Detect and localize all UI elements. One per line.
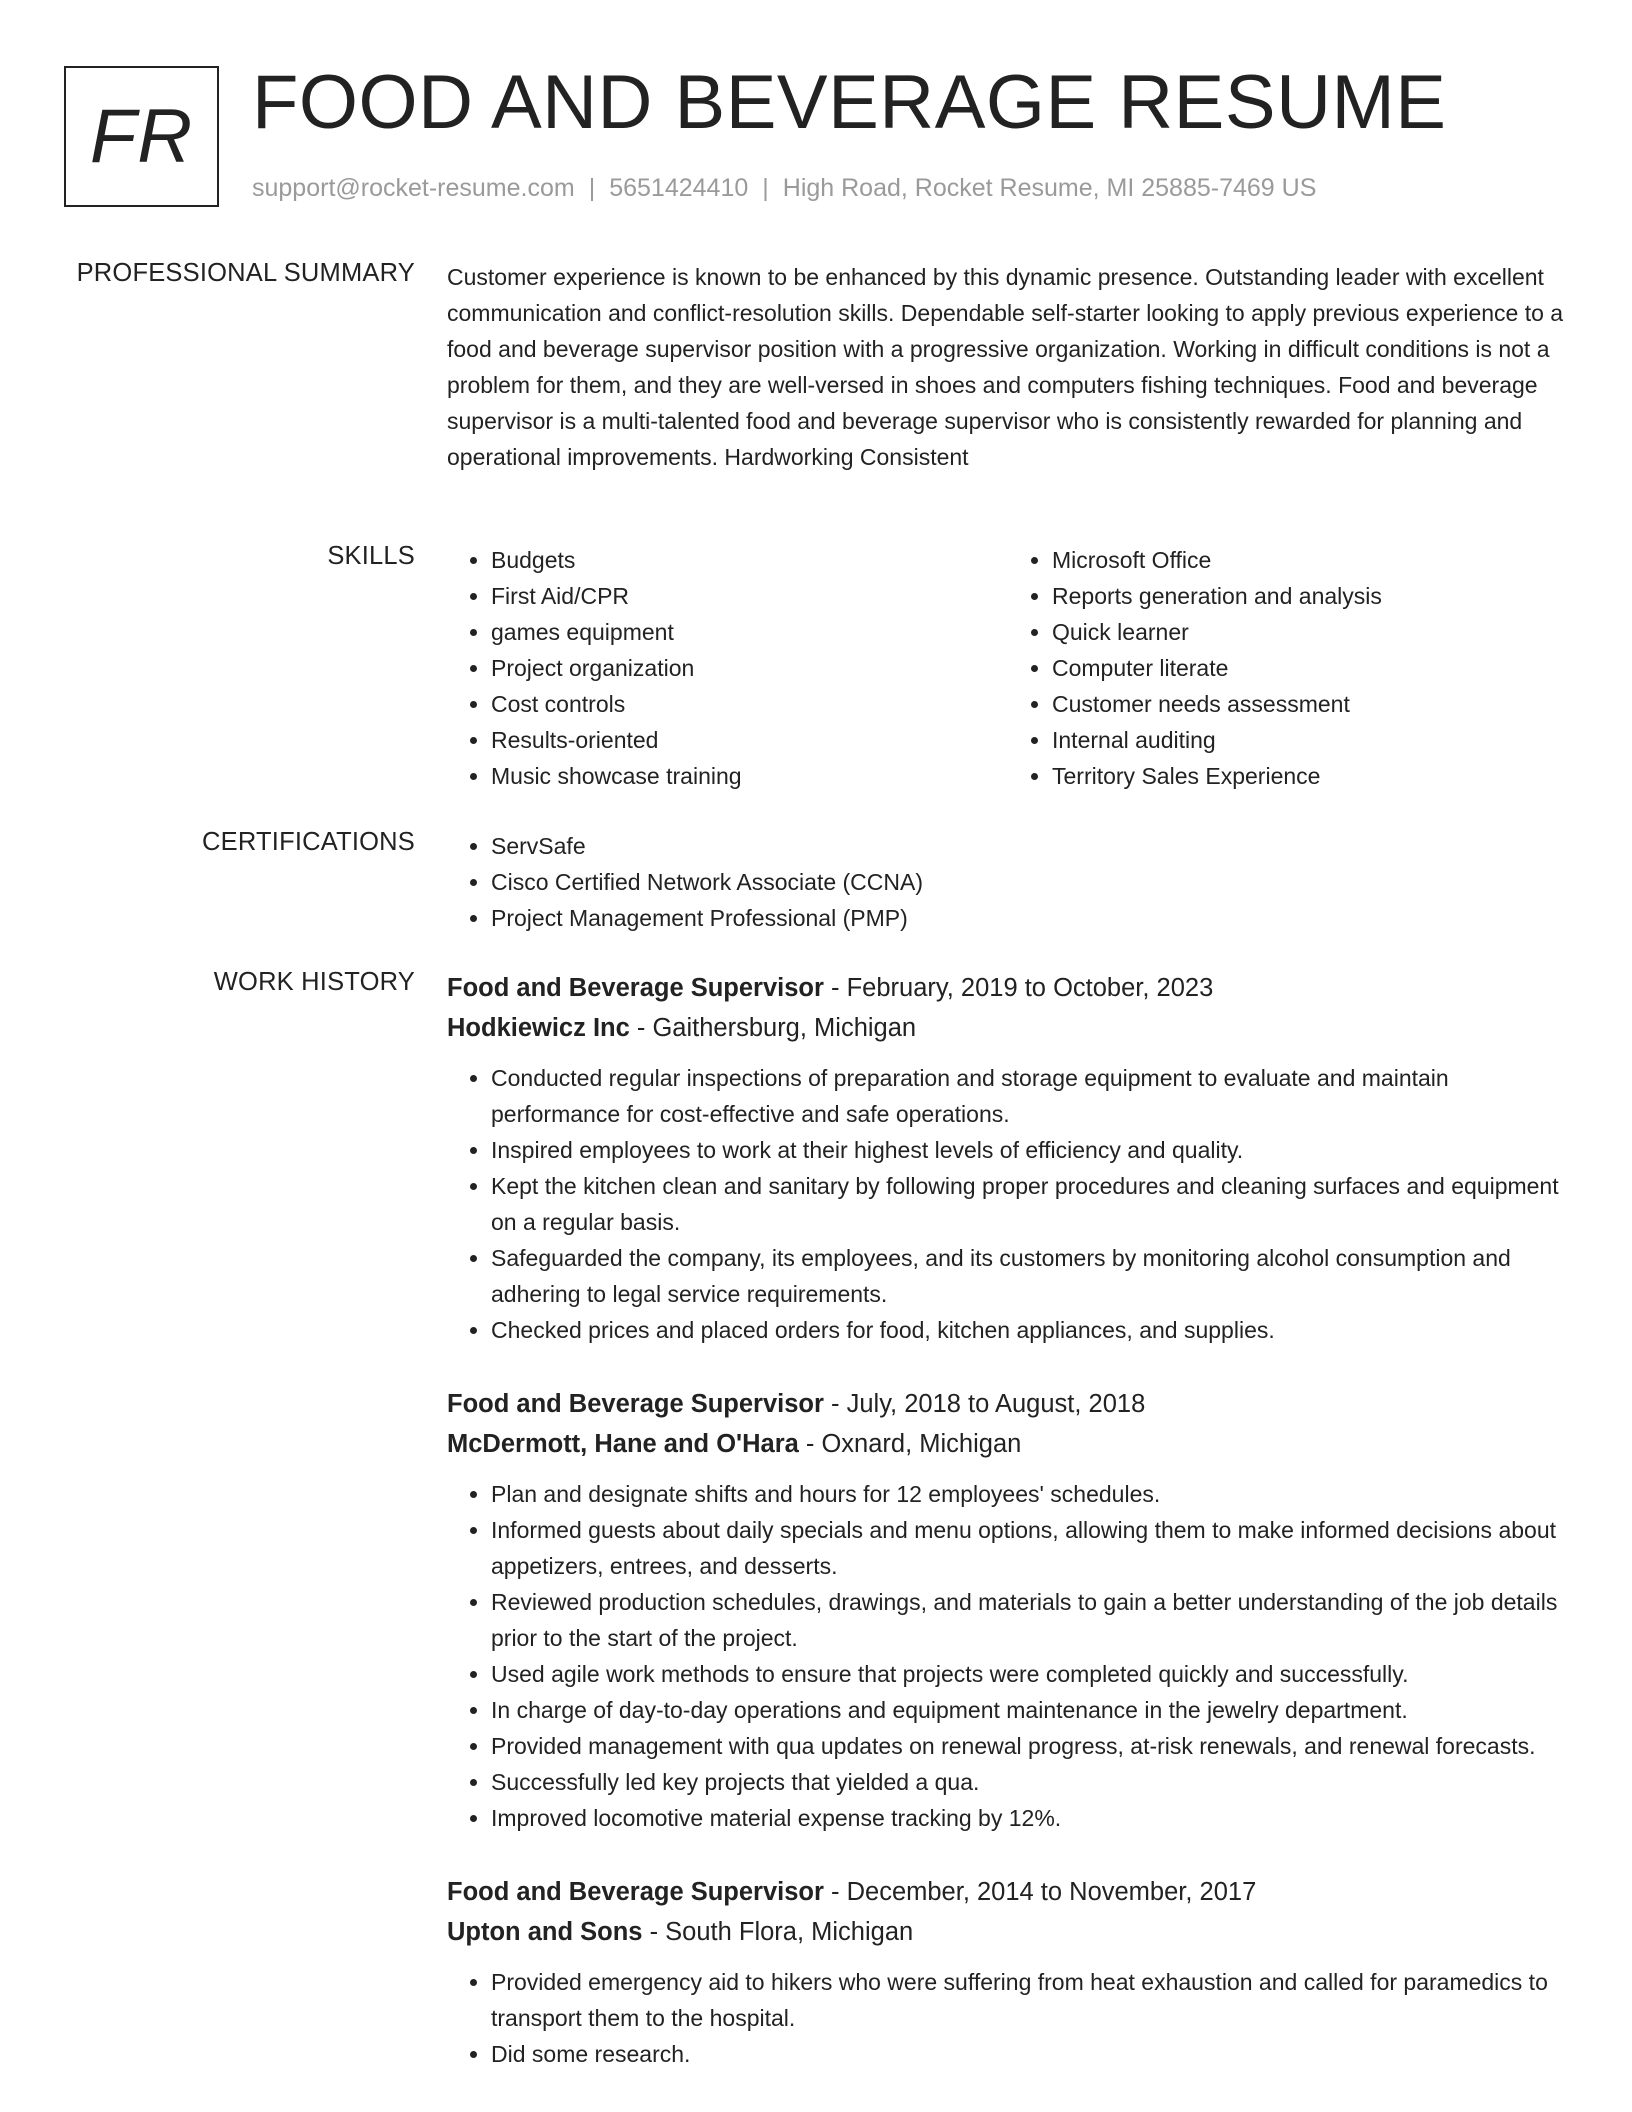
job-dates: - February, 2019 to October, 2023 <box>823 974 1214 1002</box>
certifications-label: CERTIFICATIONS <box>202 828 415 856</box>
job-duty: • Safeguarded the company, its employees, and its customers by monitoring alcohol consumption and adhering to legal service requirements. <box>491 1240 1569 1312</box>
job-entry <box>447 1872 1569 2072</box>
job-duty: • Provided emergency aid to hikers who were suffering from heat exhaustion and called for paramedics to transport them to the hospital. <box>491 1964 1569 2036</box>
job-location: - Gaithersburg, Michigan <box>629 1014 917 1042</box>
job-company: Upton and Sons <box>447 1918 643 1946</box>
job-duty: • Inspired employees to work at their highest levels of efficiency and quality. <box>491 1132 1569 1168</box>
job-duty: • Successfully led key projects that yielded a qua. <box>491 1764 1569 1800</box>
skills-list-left <box>447 542 1008 794</box>
skill-item: • Computer literate <box>1052 650 1569 686</box>
job-title: Food and Beverage Supervisor <box>447 1878 824 1906</box>
contact-email: support@rocket-resume.com <box>252 174 575 202</box>
job-duties-list <box>447 1060 1569 1348</box>
skill-item: • Results-oriented <box>491 722 1008 758</box>
job-title-line <box>447 968 1569 1008</box>
job-company-line <box>447 1424 1569 1464</box>
job-duties-list <box>447 1476 1569 1836</box>
skill-item: • Music showcase training <box>491 758 1008 794</box>
job-company-line <box>447 1912 1569 1952</box>
skill-item: • Internal auditing <box>1052 722 1569 758</box>
skill-item: • First Aid/CPR <box>491 578 1008 614</box>
job-duty: • Informed guests about daily specials and menu options, allowing them to make informed decisions about appetizers, entrees, and desserts. <box>491 1512 1569 1584</box>
skill-item: • Budgets <box>491 542 1008 578</box>
job-dates: - July, 2018 to August, 2018 <box>823 1390 1146 1418</box>
job-title: Food and Beverage Supervisor <box>447 974 824 1002</box>
job-entry <box>447 1384 1569 1836</box>
skills-list-right <box>1008 542 1569 794</box>
certification-item: • Cisco Certified Network Associate (CCNA) <box>491 864 1569 900</box>
job-duty: • Kept the kitchen clean and sanitary by following proper procedures and cleaning surfaces and equipment on a regular basis. <box>491 1168 1569 1240</box>
job-title: Food and Beverage Supervisor <box>447 1390 824 1418</box>
skill-item: • games equipment <box>491 614 1008 650</box>
skill-item: • Project organization <box>491 650 1008 686</box>
job-duty: • In charge of day-to-day operations and equipment maintenance in the jewelry department. <box>491 1692 1569 1728</box>
job-duty: • Used agile work methods to ensure that projects were completed quickly and successfully. <box>491 1656 1569 1692</box>
certification-item: • ServSafe <box>491 828 1569 864</box>
job-title-line <box>447 1872 1569 1912</box>
job-company: Hodkiewicz Inc <box>447 1014 630 1042</box>
job-company: McDermott, Hane and O'Hara <box>447 1430 799 1458</box>
job-duty: • Improved locomotive material expense tracking by 12%. <box>491 1800 1569 1836</box>
summary-label: PROFESSIONAL SUMMARY <box>76 259 415 287</box>
job-location: - Oxnard, Michigan <box>798 1430 1022 1458</box>
skill-item: • Cost controls <box>491 686 1008 722</box>
job-dates: - December, 2014 to November, 2017 <box>823 1878 1257 1906</box>
skill-item: • Reports generation and analysis <box>1052 578 1569 614</box>
resume-title: FOOD AND BEVERAGE RESUME <box>252 60 1447 145</box>
skill-item: • Microsoft Office <box>1052 542 1569 578</box>
contact-separator: | <box>762 174 769 202</box>
skill-item: • Customer needs assessment <box>1052 686 1569 722</box>
monogram-badge: FR <box>64 66 219 207</box>
certification-item: • Project Management Professional (PMP) <box>491 900 1569 936</box>
skill-item: • Territory Sales Experience <box>1052 758 1569 794</box>
job-duty: • Did some research. <box>491 2036 1569 2072</box>
summary-text: Customer experience is known to be enhanced by this dynamic presence. Outstanding leader with excellent communication and conflict-resolution skills. Dependable self-starter looking to apply previous experience to a food and beverage supervisor position with a progressive organization. Working in difficult conditions is not a problem for them, and they are well-versed in shoes and computers fishing techniques. Food and beverage supervisor is a multi-talented food and beverage supervisor who is consistently rewarded for planning and operational improvements. Hardworking Consistent <box>447 264 1564 470</box>
job-duties-list <box>447 1964 1569 2072</box>
job-entry <box>447 968 1569 1348</box>
job-duty: • Provided management with qua updates on renewal progress, at-risk renewals, and renewal forecasts. <box>491 1728 1569 1764</box>
work-history-label: WORK HISTORY <box>213 968 415 996</box>
job-title-line <box>447 1384 1569 1424</box>
contact-separator: | <box>588 174 596 202</box>
job-company-line <box>447 1008 1569 1048</box>
skill-item: • Quick learner <box>1052 614 1569 650</box>
contact-address: High Road, Rocket Resume, MI 25885-7469 US <box>782 174 1317 202</box>
job-location: - South Flora, Michigan <box>642 1918 914 1946</box>
job-duty: • Conducted regular inspections of preparation and storage equipment to evaluate and maintain performance for cost-effective and safe operations. <box>491 1060 1569 1132</box>
certifications-list <box>447 828 1569 936</box>
job-duty: • Reviewed production schedules, drawings, and materials to gain a better understanding of the job details prior to the start of the project. <box>491 1584 1569 1656</box>
job-duty: • Plan and designate shifts and hours for 12 employees' schedules. <box>491 1476 1569 1512</box>
contact-line <box>252 174 1316 203</box>
job-duty: • Checked prices and placed orders for food, kitchen appliances, and supplies. <box>491 1312 1569 1348</box>
skills-label: SKILLS <box>327 542 415 570</box>
contact-phone: 5651424410 <box>609 174 749 202</box>
